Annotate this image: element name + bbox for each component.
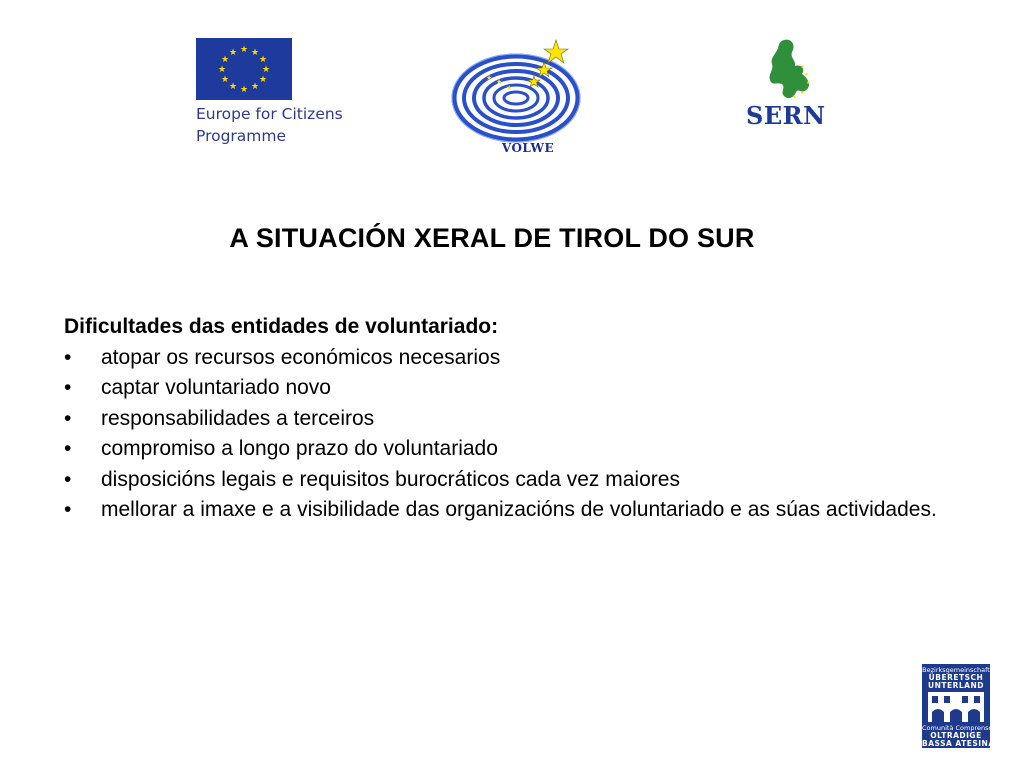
svg-text:★: ★: [228, 48, 238, 58]
list-item: [64, 373, 944, 404]
bezirk-line2: ÜBERETSCH: [928, 673, 984, 682]
svg-text:★: ★: [804, 72, 809, 78]
bullet-icon: •: [64, 498, 72, 521]
svg-text:★: ★: [486, 74, 493, 82]
sern-label: SERN: [746, 101, 826, 130]
volwe-label: VOLWE: [501, 141, 555, 155]
content-heading: Dificultades das entidades de voluntariado:: [64, 315, 499, 338]
eu-citizens-logo: [196, 38, 356, 150]
bullet-icon: •: [64, 376, 72, 399]
svg-text:★: ★: [496, 78, 503, 86]
bullet-icon: •: [64, 406, 72, 430]
bullet-text: atopar os recursos económicos necesarios: [101, 345, 501, 369]
bezirk-logo: [922, 664, 1007, 748]
svg-text:★: ★: [250, 82, 260, 92]
bullet-icon: •: [64, 437, 72, 460]
svg-text:★: ★: [792, 94, 797, 100]
europe-map-icon: [762, 38, 822, 104]
bullet-text: responsabilidades a terceiros: [101, 406, 375, 430]
volwe-logo: [448, 36, 598, 160]
eu-flag-icon: [196, 38, 292, 100]
list-item: [64, 404, 944, 435]
svg-text:★: ★: [800, 64, 805, 70]
svg-text:★: ★: [261, 65, 271, 75]
svg-text:★: ★: [506, 84, 513, 92]
bezirk-line4: Comunità Comprensoriale: [922, 724, 1007, 732]
svg-text:★: ★: [239, 85, 249, 95]
bullet-text: mellorar a imaxe e a visibilidade das organizacións de voluntariado e as súas actividades.: [101, 498, 937, 521]
svg-text:★: ★: [220, 75, 230, 85]
slide-title: A SITUACIÓN XERAL DE TIROL DO SUR: [229, 223, 755, 253]
bezirk-line3: UNTERLAND: [928, 681, 984, 690]
list-item: [64, 343, 944, 374]
list-item: [64, 434, 944, 465]
eu-logo-text-line1: Europe for Citizens: [196, 105, 343, 123]
svg-text:★: ★: [806, 80, 811, 86]
svg-text:★: ★: [217, 65, 227, 75]
svg-text:★: ★: [220, 55, 230, 65]
svg-text:★: ★: [800, 90, 805, 96]
svg-text:★: ★: [258, 75, 268, 85]
bullet-text: compromiso a longo prazo do voluntariado: [101, 437, 498, 460]
svg-text:★: ★: [239, 45, 249, 55]
svg-text:★: ★: [258, 55, 268, 65]
svg-text:★: ★: [228, 82, 238, 92]
eu-logo-text-line2: Programme: [196, 127, 287, 145]
list-item: [64, 465, 944, 496]
bezirk-line1: Bezirksgemeinschaft: [922, 666, 990, 674]
volwe-swirl-icon: [448, 36, 598, 146]
bullet-icon: •: [64, 467, 72, 491]
svg-text:★: ★: [250, 48, 260, 58]
slide-content: [64, 312, 944, 526]
list-item: [64, 495, 944, 526]
building-icon: [922, 690, 990, 724]
bullet-icon: •: [64, 345, 72, 369]
sern-logo: [744, 38, 840, 134]
bezirk-line6: BASSA ATESINA: [922, 739, 995, 748]
bullet-text: disposicións legais e requisitos burocráticos cada vez maiores: [101, 467, 680, 491]
bezirk-line5: OLTRADIGE: [930, 731, 982, 740]
bullet-text: captar voluntariado novo: [101, 376, 331, 399]
bullet-list: [64, 343, 944, 526]
